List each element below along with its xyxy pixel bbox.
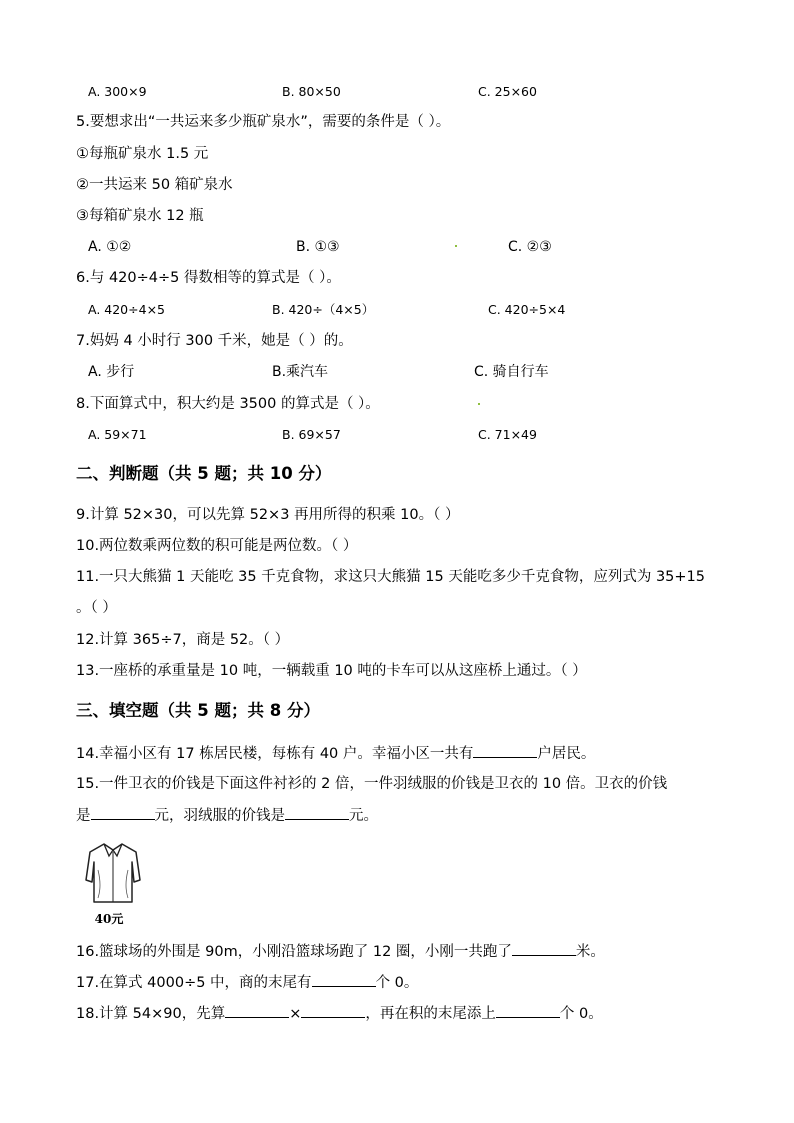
q16-text: 16.篮球场的外围是 90m，小刚沿篮球场跑了 12 圈，小刚一共跑了 — [76, 944, 512, 960]
fill-q15-line2 — [76, 805, 378, 826]
q4-option-c: C. 25×60 — [478, 84, 537, 99]
q18-times: × — [289, 1006, 302, 1022]
fill-q17 — [76, 972, 418, 993]
q7-stem: 7.妈妈 4 小时行 300 千米，她是（ ）的。 — [76, 333, 353, 349]
q7-option-c: C. 骑自行车 — [474, 364, 549, 380]
q8-option-a: A. 59×71 — [88, 427, 147, 442]
q8-option-c: C. 71×49 — [478, 427, 537, 442]
q15-text-mid: 元，羽绒服的价钱是 — [154, 808, 285, 824]
q16-blank[interactable] — [512, 941, 576, 956]
q18-blank-1[interactable] — [225, 1003, 289, 1018]
q6-option-c: C. 420÷5×4 — [488, 302, 566, 317]
section-heading-judge: 二、判断题（共 5 题；共 10 分） — [76, 464, 332, 483]
q15-text: 是 — [76, 808, 91, 824]
q5-stem: 5.要想求出“一共运来多少瓶矿泉水”，需要的条件是（ ）。 — [76, 114, 451, 130]
q14-text-end: 户居民。 — [537, 746, 596, 762]
q6-stem: 6.与 420÷4÷5 得数相等的算式是（ ）。 — [76, 270, 341, 286]
shirt-price-label: 40元 — [94, 912, 124, 926]
judge-q11: 11.一只大熊猫 1 天能吃 35 千克食物，求这只大熊猫 15 天能吃多少千克食物，应列式为 35+15 — [76, 569, 705, 585]
q6-option-b: B. 420÷（4×5） — [272, 302, 375, 317]
q14-text: 14.幸福小区有 17 栋居民楼，每栋有 40 户。幸福小区一共有 — [76, 746, 474, 762]
fill-q14 — [76, 743, 595, 764]
q5-condition-3: ③每箱矿泉水 12 瓶 — [76, 208, 204, 224]
q5-condition-1: ①每瓶矿泉水 1.5 元 — [76, 146, 209, 162]
shirt-icon — [82, 840, 144, 906]
q14-blank[interactable] — [473, 743, 537, 758]
stray-dot — [455, 245, 457, 247]
fill-q16 — [76, 941, 605, 962]
q17-text-end: 个 0。 — [375, 975, 419, 991]
q8-stem: 8.下面算式中，积大约是 3500 的算式是（ ）。 — [76, 396, 380, 412]
q18-text-end: 个 0。 — [559, 1006, 603, 1022]
fill-q18 — [76, 1003, 603, 1024]
q4-option-a: A. 300×9 — [88, 84, 147, 99]
judge-q13: 13.一座桥的承重量是 10 吨，一辆载重 10 吨的卡车可以从这座桥上通过。（ ） — [76, 663, 587, 679]
q18-blank-3[interactable] — [496, 1003, 560, 1018]
judge-q9: 9.计算 52×30，可以先算 52×3 再用所得的积乘 10。（ ） — [76, 507, 460, 523]
q15-blank-2[interactable] — [285, 805, 349, 820]
q17-blank[interactable] — [312, 972, 376, 987]
fill-q15-line1: 15.一件卫衣的价钱是下面这件衬衫的 2 倍，一件羽绒服的价钱是卫衣的 10 倍。卫衣的价钱 — [76, 776, 668, 792]
judge-q10: 10.两位数乘两位数的积可能是两位数。（ ） — [76, 538, 358, 554]
section-heading-fill: 三、填空题（共 5 题；共 8 分） — [76, 701, 320, 720]
q15-text-end: 元。 — [349, 808, 378, 824]
q17-text: 17.在算式 4000÷5 中，商的末尾有 — [76, 975, 312, 991]
judge-q12: 12.计算 365÷7，商是 52。（ ） — [76, 632, 290, 648]
q7-option-a: A. 步行 — [88, 364, 135, 380]
q6-option-a: A. 420÷4×5 — [88, 302, 165, 317]
judge-q11-cont: 。（ ） — [76, 600, 117, 616]
shirt-illustration — [82, 840, 144, 924]
q5-option-b: B. ①③ — [296, 239, 340, 255]
q5-option-c: C. ②③ — [508, 239, 552, 255]
stray-dot — [478, 403, 480, 405]
q16-text-end: 米。 — [575, 944, 605, 960]
q5-option-a: A. ①② — [88, 239, 132, 255]
q18-text: 18.计算 54×90，先算 — [76, 1006, 226, 1022]
q18-blank-2[interactable] — [301, 1003, 365, 1018]
q4-option-b: B. 80×50 — [282, 84, 341, 99]
q15-blank-1[interactable] — [91, 805, 155, 820]
q7-option-b: B.乘汽车 — [272, 364, 329, 380]
q5-condition-2: ②一共运来 50 箱矿泉水 — [76, 177, 233, 193]
q18-text-mid: ，再在积的末尾添上 — [365, 1006, 496, 1022]
q8-option-b: B. 69×57 — [282, 427, 341, 442]
